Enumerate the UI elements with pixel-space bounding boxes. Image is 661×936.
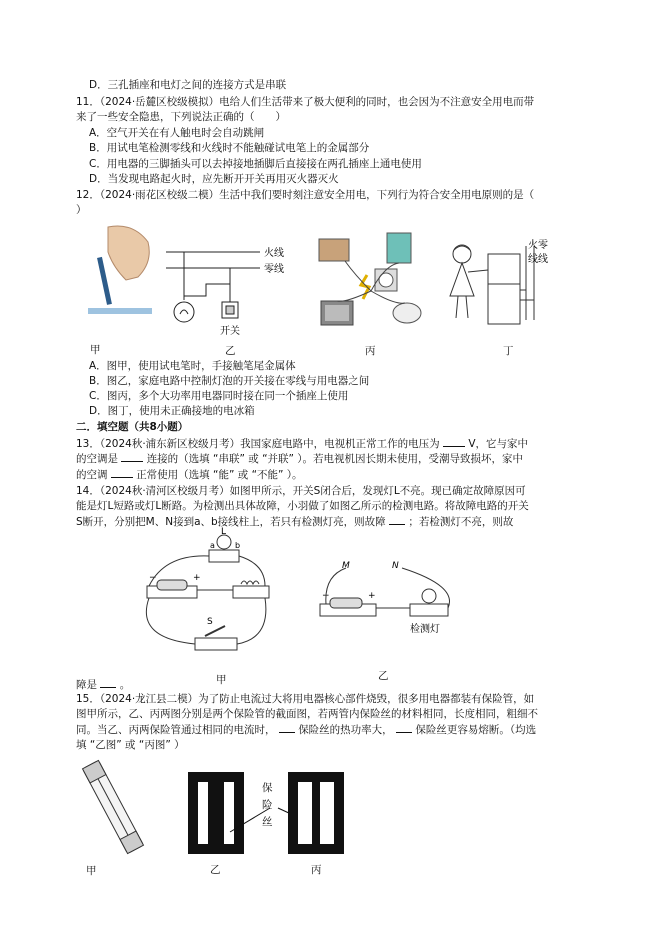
q13-line3 (76, 467, 588, 483)
q12-caption-yi: 乙 (225, 345, 236, 357)
q14-line3-end: ；若检测灯不亮，则故 (408, 516, 514, 528)
section-title-fill-in: 二．填空题（共8小题） (76, 421, 189, 433)
q14-figure-jia (125, 528, 285, 666)
q13-blank-connection (121, 451, 143, 462)
q12-label-switch: 开关 (220, 326, 240, 337)
q12-label-live: 火线 (264, 248, 284, 259)
q14-line4 (76, 677, 588, 693)
q15-fuse-char1: 保 (262, 782, 273, 794)
q14-label-S: S (207, 617, 213, 627)
q15-line3 (76, 722, 588, 738)
q13-blank-voltage (443, 436, 465, 447)
q15-line3-start: 同。当乙、丙两保险管通过相同的电流时， (76, 724, 276, 736)
q13-line1-start: 13．（2024秋·浦东新区校级月考）我国家庭电路中，电视机正常工作的电压为 (76, 438, 440, 450)
q14-line3-start: S断开，分别把M、N接到a、b接线柱上，若只有检测灯亮，则故障 (76, 516, 386, 528)
q14-jia-plus: + (193, 573, 201, 583)
q12-figure-ding (442, 240, 552, 332)
q12-label-ding-bottom: 线线 (528, 254, 548, 265)
q11-stem-line2: 来了一些安全隐患，下列说法正确的（ ） (76, 111, 286, 123)
q15-figure-jia (78, 755, 148, 859)
q14-caption-jia: 甲 (216, 674, 227, 686)
q11-option-d: D．当发现电路起火时，应先断开开关再用灭火器灭火 (89, 173, 339, 185)
q15-line4: 填 “乙图” 或 “丙图” ） (76, 739, 185, 751)
q13-line2-start: 的空调是 (76, 453, 118, 465)
q14-yi-minus: − (322, 591, 330, 601)
q15-line3-mid: 保险丝的热功率大， (298, 724, 393, 736)
q12-option-a: A．图甲，使用试电笔时，手接触笔尾金属体 (89, 360, 296, 372)
q14-caption-yi: 乙 (378, 670, 389, 682)
q14-line1: 14．（2024秋·清河区校级月考）如图甲所示，开关S闭合后，发现灯L不亮。现已确定故障原因可 (76, 485, 526, 497)
q12-stem-line2: ） (76, 204, 87, 216)
q14-line4-start: 障是 (76, 679, 97, 691)
q12-stem-line1: 12．（2024·雨花区校级二模）生活中我们要时刻注意安全用电，下列行为符合安全用电原则的是（ (76, 189, 535, 201)
q12-caption-jia: 甲 (90, 344, 101, 356)
q15-caption-bing: 丙 (311, 864, 322, 876)
q11-option-b: B．用试电笔检测零线和火线时不能触碰试电笔上的金属部分 (89, 142, 370, 154)
q15-blank-melt (396, 722, 412, 733)
q14-blank-fault2 (100, 677, 116, 688)
q12-label-neutral: 零线 (264, 264, 284, 275)
q15-blank-heat (279, 722, 295, 733)
q11-stem-line1: 11．（2024·岳麓区校级模拟）电给人们生活带来了极大便利的同时，也会因为不注意安全用电而带 (76, 96, 535, 108)
q14-label-L: L (221, 527, 227, 537)
q14-jia-minus: − (149, 573, 157, 583)
q12-caption-bing: 丙 (365, 345, 376, 357)
q14-label-M: M (342, 561, 350, 571)
q12-option-d: D．图丁，使用未正确接地的电冰箱 (89, 405, 255, 417)
q15-line2: 图甲所示，乙、丙两图分别是两个保险管的截面图，若两管内保险丝的材料相同，长度相同，粗细不 (76, 708, 538, 720)
q15-caption-jia: 甲 (86, 865, 97, 877)
q14-blank-fault1 (389, 514, 405, 525)
q15-line3-end: 保险丝更容易熔断。（均选 (415, 724, 537, 736)
q10-option-d: D．三孔插座和电灯之间的连接方式是串联 (89, 79, 287, 91)
q11-option-a: A．空气开关在有人触电时会自动跳闸 (89, 127, 265, 139)
q15-fuse-char3: 丝 (262, 816, 273, 828)
q15-caption-yi: 乙 (210, 864, 221, 876)
q15-fuse-char2: 险 (262, 799, 273, 811)
q13-blank-usable (111, 467, 133, 478)
q12-label-ding-top: 火零 (528, 240, 548, 251)
q12-figure-bing (315, 225, 427, 335)
q15-figure-bing (288, 772, 344, 854)
q15-line1: 15．（2024·龙江县二模）为了防止电流过大将用电器核心部件烧毁，很多用电器都装有保险管，如 (76, 693, 535, 705)
q14-yi-plus: + (368, 591, 376, 601)
q13-line2-end: 连接的（选填 “串联” 或 “并联” ）。若电视机因长期未使用，受潮导致损坏，家中 (146, 453, 524, 465)
q12-figure-jia (78, 222, 156, 322)
q12-option-b: B．图乙，家庭电路中控制灯泡的开关接在零线与用电器之间 (89, 375, 370, 387)
q13-line3-start: 的空调 (76, 469, 108, 481)
q13-line1 (76, 436, 588, 452)
q14-label-b: b (235, 541, 241, 550)
q14-figure-yi (318, 556, 468, 636)
q13-line2 (76, 451, 588, 467)
q12-figure-yi (160, 240, 284, 337)
q14-line4-end: 。 (119, 679, 131, 691)
q12-option-c: C．图丙，多个大功率用电器同时接在同一个插座上使用 (89, 390, 349, 402)
q12-caption-ding: 丁 (503, 345, 514, 357)
q11-option-c: C．用电器的三脚插头可以去掉接地插脚后直接接在两孔插座上通电使用 (89, 158, 422, 170)
q14-label-a: a (210, 541, 215, 550)
q14-label-N: N (392, 561, 399, 571)
q13-line3-end: 正常使用（选填 “能” 或 “不能” ）。 (136, 469, 303, 481)
q13-line1-end: V，它与家中 (468, 438, 529, 450)
q14-line2: 能是灯L短路或灯L断路。为检测出具体故障，小羽做了如图乙所示的检测电路。将故障电路的开关 (76, 500, 529, 512)
q14-label-lamp: 检测灯 (410, 624, 440, 635)
